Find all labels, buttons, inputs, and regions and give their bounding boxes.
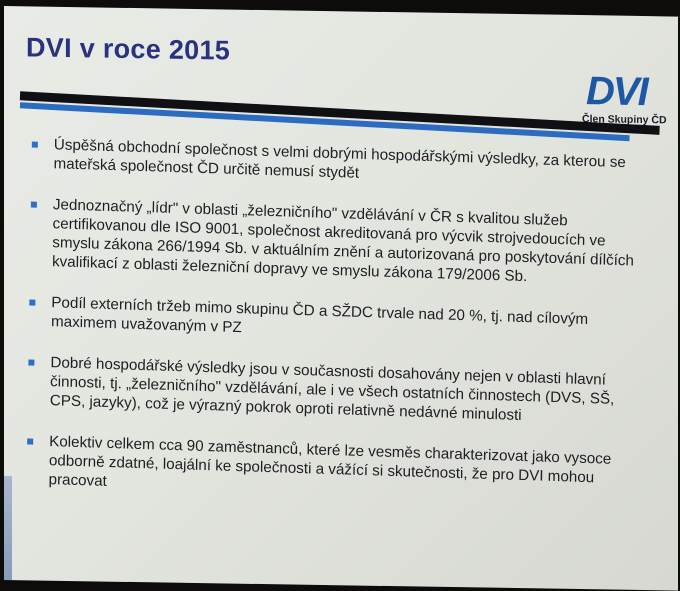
logo-mark: DVI	[586, 69, 647, 115]
bullet-item	[24, 194, 635, 289]
bullet-square-icon	[32, 142, 38, 148]
bullet-item	[20, 431, 631, 507]
logo-subtitle: Člen Skupiny ČD	[582, 113, 667, 127]
left-edge-toolbar	[4, 476, 12, 586]
projected-slide	[4, 6, 678, 591]
bullet-text: Jednoznačný „lídr" v oblasti „železničního" vzdělávání v ČR s kvalitou služeb certifikovanou dle ISO 9001, společnost akreditovaná pro výcvik strojvedoucích ve smyslu zákona 266/1994 Sb. v aktuálním znění a autorizovaná pro poskytování dílčích kvalifikací z oblasti železniční dopravy ve smyslu zákona 179/2006 Sb.	[51, 196, 635, 286]
bullet-square-icon	[29, 299, 35, 305]
dvi-logo	[580, 69, 667, 128]
bullet-item	[23, 292, 634, 349]
bullet-item	[22, 352, 633, 428]
bullet-square-icon	[28, 359, 34, 365]
bullet-item	[25, 134, 636, 191]
bullet-text: Podíl externích tržeb mimo skupinu ČD a SŽDC trvale nad 20 %, tj. nad cílovým maximem uvažovaným v PZ	[50, 294, 589, 337]
bullet-square-icon	[27, 438, 33, 444]
bullet-text: Dobré hospodářské výsledky jsou v současnosti dosahovány nejen v oblasti hlavní činnosti, tj. „železničního" vzdělávání, ale i ve všech ostatních činnostech (DVS, SŠ, CPS, jazyky), což je výrazný pokrok oproti relativně nedávné minulosti	[49, 354, 615, 424]
bullet-text: Úspěšná obchodní společnost s velmi dobrými hospodářskými výsledky, za kterou se mateřská společnost ČD určitě nemusí stydět	[53, 136, 626, 182]
bullet-square-icon	[31, 202, 37, 208]
bullet-list	[20, 134, 636, 529]
slide-title: DVI v roce 2015	[26, 32, 231, 66]
bullet-text: Kolektiv celkem cca 90 zaměstnanců, které lze vesměs charakterizovat jako vysoce odborně zdatné, loajální ke společnosti a vážící si skutečnosti, že pro DVI mohou pracovat	[48, 433, 612, 490]
